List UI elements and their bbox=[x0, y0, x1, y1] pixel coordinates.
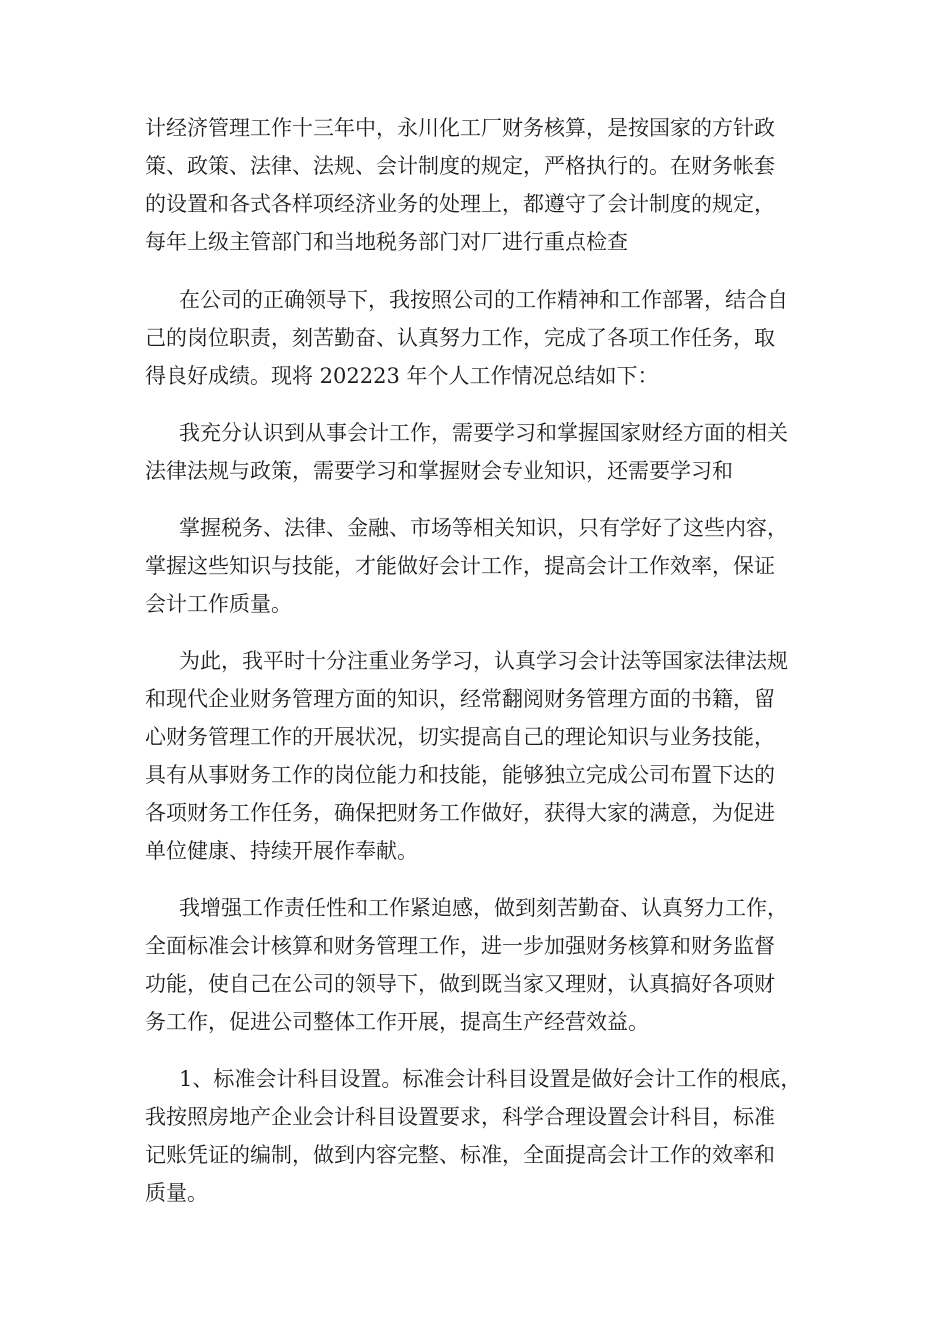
paragraph-line: 和现代企业财务管理方面的知识，经常翻阅财务管理方面的书籍，留 bbox=[145, 687, 775, 711]
paragraph-line: 每年上级主管部门和当地税务部门对厂进行重点检查 bbox=[145, 230, 628, 254]
paragraph-7 bbox=[145, 1060, 805, 1212]
paragraph-line: 我按照房地产企业会计科目设置要求，科学合理设置会计科目，标准 bbox=[145, 1105, 775, 1129]
paragraph-line: 我增强工作责任性和工作紧迫感，做到刻苦勤奋、认真努力工作， bbox=[179, 896, 788, 920]
paragraph-line: 会计工作质量。 bbox=[145, 592, 292, 616]
paragraph-line: 质量。 bbox=[145, 1181, 208, 1205]
paragraph-line: 1、标准会计科目设置。标准会计科目设置是做好会计工作的根底， bbox=[179, 1067, 802, 1091]
paragraph-1 bbox=[145, 109, 805, 261]
paragraph-line: 计经济管理工作十三年中，永川化工厂财务核算，是按国家的方针政 bbox=[145, 116, 775, 140]
paragraph-line: 单位健康、持续开展作奉献。 bbox=[145, 839, 418, 863]
paragraph-line: 为此，我平时十分注重业务学习，认真学习会计法等国家法律法规 bbox=[179, 649, 788, 673]
paragraph-line: 全面标准会计核算和财务管理工作，进一步加强财务核算和财务监督 bbox=[145, 934, 775, 958]
paragraph-line: 心财务管理工作的开展状况，切实提高自己的理论知识与业务技能， bbox=[145, 725, 775, 749]
paragraph-6 bbox=[145, 889, 805, 1041]
paragraph-line: 我充分认识到从事会计工作，需要学习和掌握国家财经方面的相关 bbox=[179, 421, 788, 445]
paragraph-line: 掌握税务、法律、金融、市场等相关知识，只有学好了这些内容， bbox=[179, 516, 788, 540]
paragraph-line: 功能，使自己在公司的领导下，做到既当家又理财，认真搞好各项财 bbox=[145, 972, 775, 996]
paragraph-line: 的设置和各式各样项经济业务的处理上，都遵守了会计制度的规定， bbox=[145, 192, 775, 216]
paragraph-5 bbox=[145, 642, 805, 870]
paragraph-line: 务工作，促进公司整体工作开展，提高生产经营效益。 bbox=[145, 1010, 649, 1034]
paragraph-2 bbox=[145, 281, 805, 395]
paragraph-line: 掌握这些知识与技能，才能做好会计工作，提高会计工作效率，保证 bbox=[145, 554, 775, 578]
paragraph-line: 在公司的正确领导下，我按照公司的工作精神和工作部署，结合自 bbox=[179, 288, 788, 312]
paragraph-line: 策、政策、法律、法规、会计制度的规定，严格执行的。在财务帐套 bbox=[145, 154, 775, 178]
paragraph-line: 记账凭证的编制，做到内容完整、标准，全面提高会计工作的效率和 bbox=[145, 1143, 775, 1167]
paragraph-3 bbox=[145, 414, 805, 490]
paragraph-line: 具有从事财务工作的岗位能力和技能，能够独立完成公司布置下达的 bbox=[145, 763, 775, 787]
paragraph-line: 法律法规与政策，需要学习和掌握财会专业知识，还需要学习和 bbox=[145, 459, 733, 483]
paragraph-line: 己的岗位职责，刻苦勤奋、认真努力工作，完成了各项工作任务，取 bbox=[145, 326, 775, 350]
paragraph-4 bbox=[145, 509, 805, 623]
paragraph-line: 各项财务工作任务，确保把财务工作做好，获得大家的满意，为促进 bbox=[145, 801, 775, 825]
paragraph-line: 得良好成绩。现将 202223 年个人工作情况总结如下： bbox=[145, 364, 659, 388]
